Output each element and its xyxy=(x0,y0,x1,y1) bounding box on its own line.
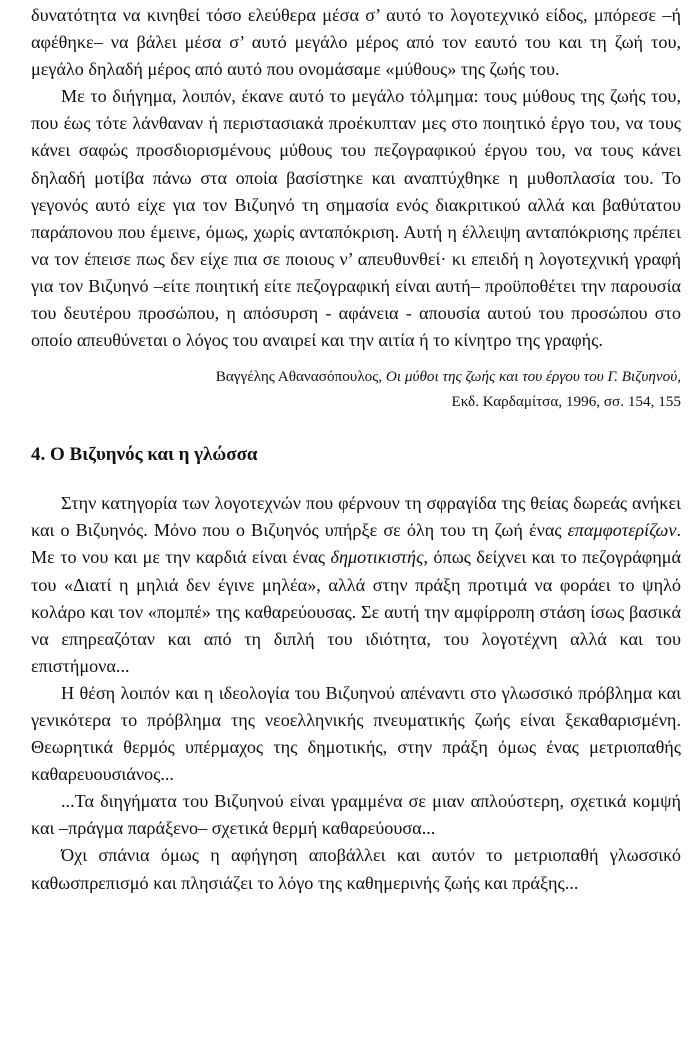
section-heading: 4. Ο Βιζυηνός και η γλώσσα xyxy=(31,444,258,466)
section-p1-part3: , όπως δείχνει και το πεζογράφημά του «Διατί η μηλιά δεν έγινε μηλέα», αλλά στην πράξη προτιμά να φοράει το ψηλό κολάρο και τον «πομπέ» της καθαρεύουσας. Σε αυτή την αμφίρροπη στάση ίσως βασικά να επηρεαζόταν και από τη διπλή του ιδιότητα, του λογοτέχνη αλλά και του επιστήμονα... xyxy=(31,547,682,676)
section-paragraph-2: Η θέση λοιπόν και η ιδεολογία του Βιζυηνού απέναντι στο γλωσσικό πρόβλημα και γενικότερα το πρόβλημα της νεοελληνικής πνευματικής ζωής είναι ξεκαθαρισμένη. Θεωρητικά θερμός υπέρμαχος της δημοτικής, στην πράξη όμως ένας μετριοπαθής καθαρευουσιάνος... xyxy=(31,682,681,785)
document-page xyxy=(31,0,681,897)
source-author: Βαγγέλης Αθανασόπουλος, xyxy=(215,368,386,386)
source-citation xyxy=(31,364,681,414)
source-line-1 xyxy=(31,364,681,389)
source-title: Οι μύθοι της ζωής και του έργου του Γ. Βιζυηνού, xyxy=(385,368,681,386)
source-publisher: Εκδ. Καρδαμίτσα, 1996, σσ. 154, 155 xyxy=(451,393,681,411)
excerpt-paragraph-1: δυνατότητα να κινηθεί τόσο ελεύθερα μέσα σ’ αυτό το λογοτεχνικό είδος, μπόρεσε –ή αφέθηκε– να βάλει μέσα σ’ αυτό μεγάλο μέρος από τον εαυτό του και τη ζωή του, μεγάλο δηλαδή μέρος από αυτό που ονομάσαμε «μύθους» της ζωής του. xyxy=(31,5,681,80)
section-p1-part2: . Με το νου και με την καρδιά είναι ένας xyxy=(31,520,681,568)
section-p1-part1: Στην κατηγορία των λογοτεχνών που φέρνουν τη σφραγίδα της θείας δωρεάς ανήκει και ο Βιζυηνός. Μόνο που ο Βιζυηνός υπήρξε σε όλη του τη ζωή ένας xyxy=(31,493,681,541)
section-paragraph-4: Όχι σπάνια όμως η αφήγηση αποβάλλει και αυτόν το μετριοπαθή γλωσσικό καθωσπρεπισμό και πλησιάζει το λόγο της καθημερινής ζωής και πράξης... xyxy=(31,845,681,893)
section-p1-em1: επαμφοτερίζων xyxy=(567,520,677,541)
section-body xyxy=(31,490,681,896)
section-paragraph-3: ...Τα διηγήματα του Βιζυηνού είναι γραμμένα σε μιαν απλούστερη, σχετικά κομψή και –πράγμα παράξενο– σχετικά θερμή καθαρεύουσα... xyxy=(31,791,681,839)
section-p1-em2: δημοτικιστής xyxy=(330,547,424,568)
section-paragraph-1 xyxy=(31,490,681,680)
excerpt-paragraph-2: Με το διήγημα, λοιπόν, έκανε αυτό το μεγάλο τόλμημα: τους μύθους της ζωής του, που έως τότε λάνθαναν ή περιστασιακά προέκυπταν μες στο ποιητικό έργο του, να τους κάνει σαφώς προσδιορισμένους μύθους του πεζογραφικού έργου του, να τους κάνει δηλαδή μοτίβα πάνω στα οποία βασίστηκε και αναπτύχθηκε η μυθοπλασία του. Το γεγονός αυτό είχε για τον Βιζυηνό τη σημασία ενός διακριτικού αλλά και βαθύτατου παράπονου που έμεινε, όμως, χωρίς ανταπόκριση. Αυτή η έλλειψη ανταπόκρισης πρέπει να τον έπεισε πως δεν είχε πια σε ποιους ν’ απευθυνθεί· κι επειδή η λογοτεχνική γραφή για τον Βιζυηνό –είτε ποιητική είτε πεζογραφική είναι αυτή– προϋποθέτει την παρουσία του δευτέρου προσώπου, η απόσυρση - αφάνεια - απουσία αυτού του προσώπου στο οποίο απευθύνεται ο λόγος του αναιρεί και την αιτία ή το κίνητρο της γραφής. xyxy=(31,86,681,351)
